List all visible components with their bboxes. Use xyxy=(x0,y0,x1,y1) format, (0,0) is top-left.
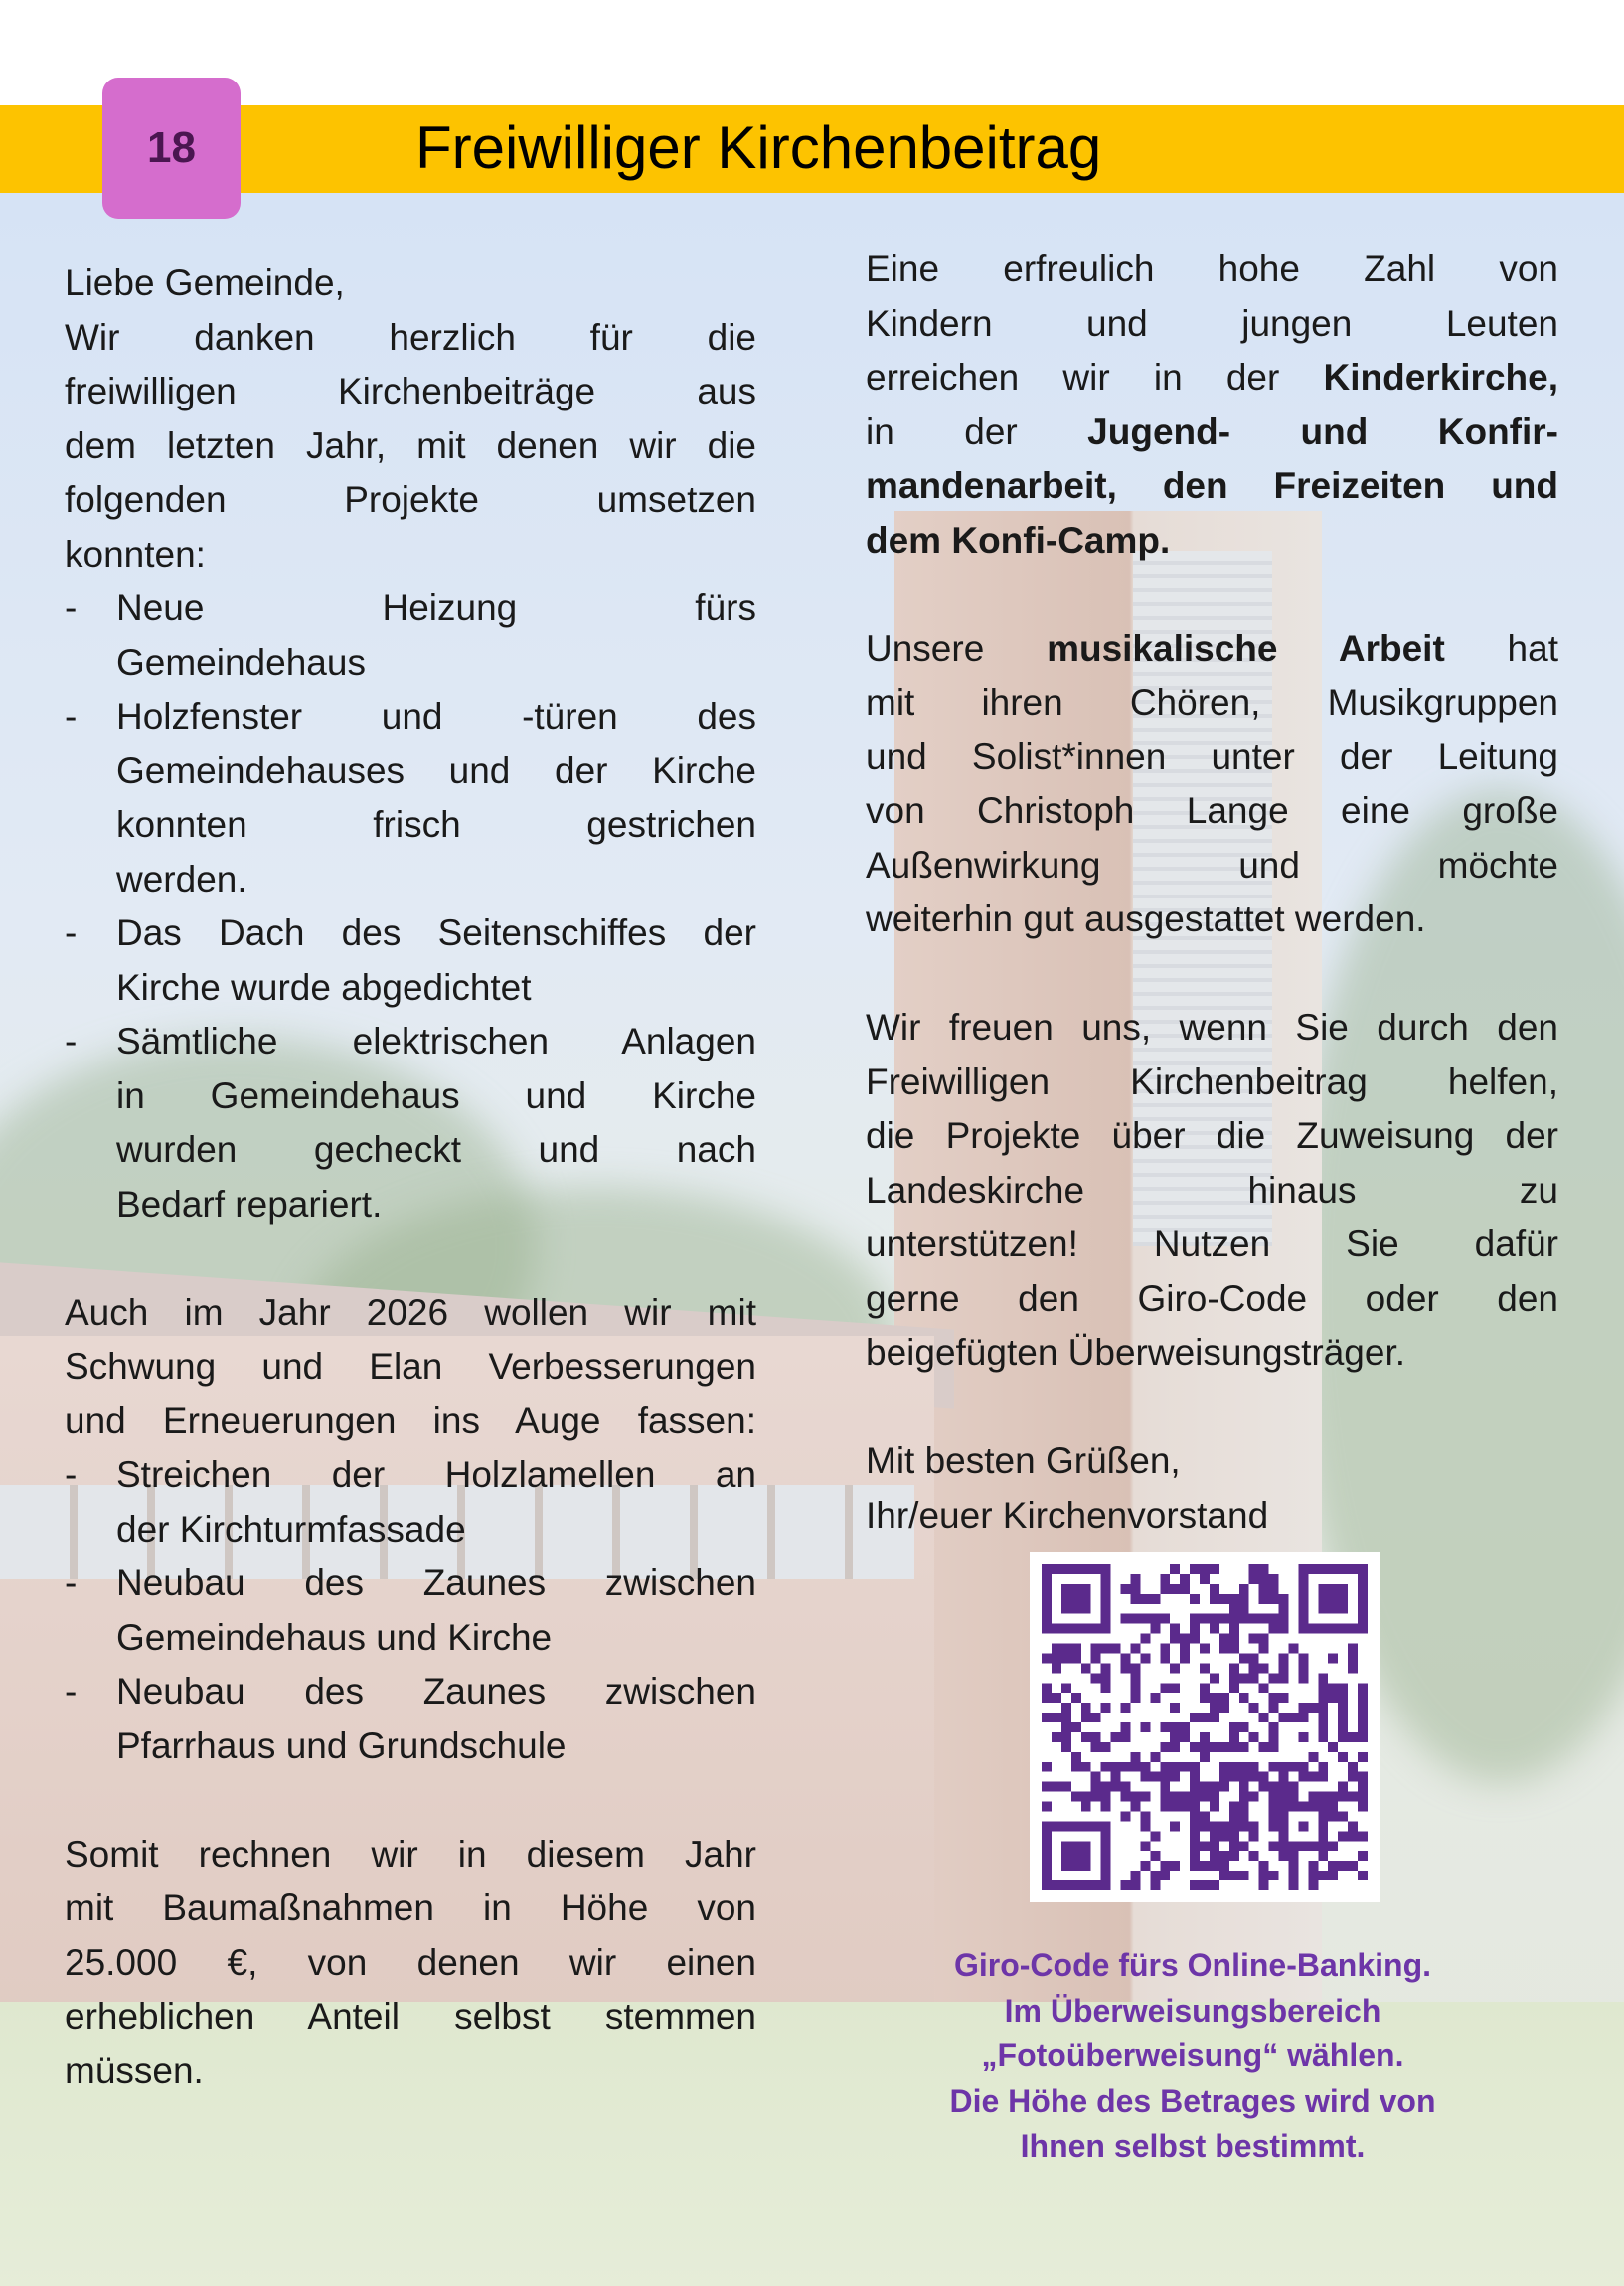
text-segment: der Kirchturmfassade xyxy=(116,1508,466,1550)
text-line xyxy=(65,1881,756,1936)
text-segment: Wir danken herzlich für die xyxy=(65,316,756,358)
text-segment: Liebe Gemeinde, xyxy=(65,262,345,303)
text-segment: unterstützen! Nutzen Sie dafür xyxy=(866,1224,1558,1264)
qr-code-icon xyxy=(1042,1564,1368,1890)
text-line xyxy=(866,1326,1558,1381)
text-line xyxy=(65,1286,756,1341)
text-segment: gerne den Giro-Code oder den xyxy=(866,1277,1558,1319)
text-line xyxy=(866,893,1558,947)
text-line xyxy=(65,528,756,582)
text-segment: und Solist*innen unter der Leitung xyxy=(866,735,1558,777)
bold-text: dem Konfi-Camp. xyxy=(866,519,1171,561)
text-line xyxy=(65,906,756,961)
bold-text: Jugend- und Konfir- xyxy=(1087,410,1558,452)
giro-code-qr xyxy=(1030,1552,1380,1902)
text-segment: Sämtliche elektrischen Anlagen xyxy=(116,1021,756,1061)
bold-text: musikalische Arbeit xyxy=(1047,627,1445,669)
text-line xyxy=(866,351,1558,406)
text-segment: Gemeindehaus und Kirche xyxy=(116,1616,553,1658)
text-line xyxy=(65,744,756,799)
text-segment: Streichen der Holzlamellen an xyxy=(116,1454,756,1495)
text-line xyxy=(65,581,756,636)
text-line xyxy=(65,690,756,744)
text-segment: müssen. xyxy=(65,2049,204,2091)
text-segment: Auch im Jahr 2026 wollen wir mit xyxy=(65,1291,756,1333)
text-line xyxy=(866,731,1558,785)
text-segment: in der xyxy=(866,410,1088,452)
text-line xyxy=(65,636,756,691)
text-segment: Das Dach des Seitenschiffes der xyxy=(116,912,756,953)
text-segment: beigefügten Überweisungsträger. xyxy=(866,1332,1406,1373)
text-line xyxy=(65,798,756,853)
caption-line: Im Überweisungsbereich xyxy=(1004,1992,1381,2029)
page-number-badge: 18 xyxy=(102,78,241,219)
text-line xyxy=(866,297,1558,352)
text-line xyxy=(65,1665,756,1719)
text-line xyxy=(866,406,1558,460)
text-line xyxy=(65,1556,756,1611)
caption-line: Giro-Code fürs Online-Banking. xyxy=(953,1947,1431,1983)
text-segment: die Projekte über die Zuweisung der xyxy=(866,1115,1558,1156)
text-segment: Freiwilligen Kirchenbeitrag helfen, xyxy=(866,1061,1558,1102)
text-line xyxy=(866,243,1558,297)
text-segment: Neue Heizung fürs xyxy=(116,587,756,628)
text-line xyxy=(866,1056,1558,1110)
text-line xyxy=(65,311,756,366)
text-segment: konnten: xyxy=(65,533,206,574)
text-line xyxy=(65,1936,756,1991)
text-line xyxy=(65,256,756,311)
text-line xyxy=(65,419,756,474)
bullet-dash: - xyxy=(65,912,78,953)
text-line xyxy=(866,839,1558,894)
text-line xyxy=(65,473,756,528)
bullet-dash: - xyxy=(65,1454,78,1495)
text-line xyxy=(65,1448,756,1503)
text-segment: erheblichen Anteil selbst stemmen xyxy=(65,1996,756,2037)
text-segment: Wir freuen uns, wenn Sie durch den xyxy=(866,1007,1558,1048)
text-line xyxy=(866,784,1558,839)
caption-line: Ihnen selbst bestimmt. xyxy=(1020,2128,1366,2164)
blank-line xyxy=(866,1381,1558,1435)
text-segment: erreichen wir in der xyxy=(866,357,1324,398)
text-line xyxy=(866,1434,1558,1489)
text-line xyxy=(65,1611,756,1666)
text-segment: mit ihren Chören, Musikgruppen xyxy=(866,682,1558,723)
text-line xyxy=(866,622,1558,677)
text-line xyxy=(866,1164,1558,1219)
text-segment: folgenden Projekte umsetzen xyxy=(65,479,756,520)
left-column-text xyxy=(65,256,756,2098)
text-segment: freiwilligen Kirchenbeiträge aus xyxy=(65,371,756,411)
text-line xyxy=(65,1828,756,1882)
text-segment: Ihr/euer Kirchenvorstand xyxy=(866,1494,1269,1536)
bold-text: Kinderkirche, xyxy=(1323,357,1558,398)
text-line xyxy=(866,676,1558,731)
text-segment: Gemeindehaus xyxy=(116,641,366,683)
bullet-dash: - xyxy=(65,587,78,628)
text-segment: Neubau des Zaunes zwischen xyxy=(116,1671,756,1712)
text-segment: Neubau des Zaunes zwischen xyxy=(116,1562,756,1603)
bullet-dash: - xyxy=(65,1671,78,1712)
text-line xyxy=(866,514,1558,569)
text-segment: und Erneuerungen ins Auge fassen: xyxy=(65,1399,756,1441)
blank-line xyxy=(866,947,1558,1002)
text-segment: werden. xyxy=(116,858,247,899)
text-segment: Außenwirkung und möchte xyxy=(866,844,1558,886)
text-line xyxy=(65,1123,756,1178)
blank-line xyxy=(65,1231,756,1286)
text-segment: konnten frisch gestrichen xyxy=(116,804,756,845)
text-segment: wurden gecheckt und nach xyxy=(116,1129,756,1170)
bold-text: mandenarbeit, den Freizeiten und xyxy=(866,465,1558,506)
text-segment: Somit rechnen wir in diesem Jahr xyxy=(65,1833,756,1875)
text-segment: Gemeindehauses und der Kirche xyxy=(116,749,756,791)
text-segment: mit Baumaßnahmen in Höhe von xyxy=(65,1887,756,1928)
text-line xyxy=(65,1015,756,1069)
text-line xyxy=(65,1719,756,1774)
text-segment: von Christoph Lange eine große xyxy=(866,790,1558,831)
text-line xyxy=(65,1340,756,1394)
page-title: Freiwilliger Kirchenbeitrag xyxy=(415,114,1102,181)
text-line xyxy=(65,1069,756,1124)
text-segment: Schwung und Elan Verbesserungen xyxy=(65,1346,756,1387)
text-segment: Holzfenster und -türen des xyxy=(116,696,756,736)
text-segment: Unsere xyxy=(866,627,1048,669)
giro-code-caption xyxy=(894,1943,1491,2170)
blank-line xyxy=(866,568,1558,622)
text-segment: hat xyxy=(1444,627,1558,669)
text-segment: weiterhin gut ausgestattet werden. xyxy=(866,898,1426,939)
text-segment: 25.000 €, von denen wir einen xyxy=(65,1941,756,1983)
blank-line xyxy=(65,1773,756,1828)
text-segment: Bedarf repariert. xyxy=(116,1183,383,1225)
bullet-dash: - xyxy=(65,1562,78,1603)
text-line xyxy=(65,1990,756,2044)
text-line xyxy=(65,365,756,419)
text-segment: Mit besten Grüßen, xyxy=(866,1440,1181,1481)
text-line xyxy=(65,1503,756,1557)
bullet-dash: - xyxy=(65,696,78,736)
text-line xyxy=(866,1272,1558,1327)
text-line xyxy=(65,853,756,907)
text-segment: in Gemeindehaus und Kirche xyxy=(116,1074,756,1116)
right-column-text xyxy=(866,243,1558,1543)
bullet-dash: - xyxy=(65,1021,78,1061)
text-segment: dem letzten Jahr, mit denen wir die xyxy=(65,424,756,466)
text-line xyxy=(866,459,1558,514)
text-line xyxy=(65,961,756,1016)
text-line xyxy=(866,1109,1558,1164)
text-line xyxy=(65,1394,756,1449)
text-line xyxy=(866,1001,1558,1056)
caption-line: „Fotoüberweisung“ wählen. xyxy=(981,2038,1404,2073)
text-line xyxy=(866,1489,1558,1544)
text-line xyxy=(65,2044,756,2099)
text-segment: Eine erfreulich hohe Zahl von xyxy=(866,248,1558,289)
caption-line: Die Höhe des Betrages wird von xyxy=(949,2082,1436,2119)
text-segment: Pfarrhaus und Grundschule xyxy=(116,1724,567,1766)
text-segment: Kindern und jungen Leuten xyxy=(866,302,1558,344)
text-line xyxy=(65,1178,756,1232)
text-segment: Landeskirche hinaus zu xyxy=(866,1169,1558,1211)
text-segment: Kirche wurde abgedichtet xyxy=(116,966,532,1008)
text-line xyxy=(866,1218,1558,1272)
